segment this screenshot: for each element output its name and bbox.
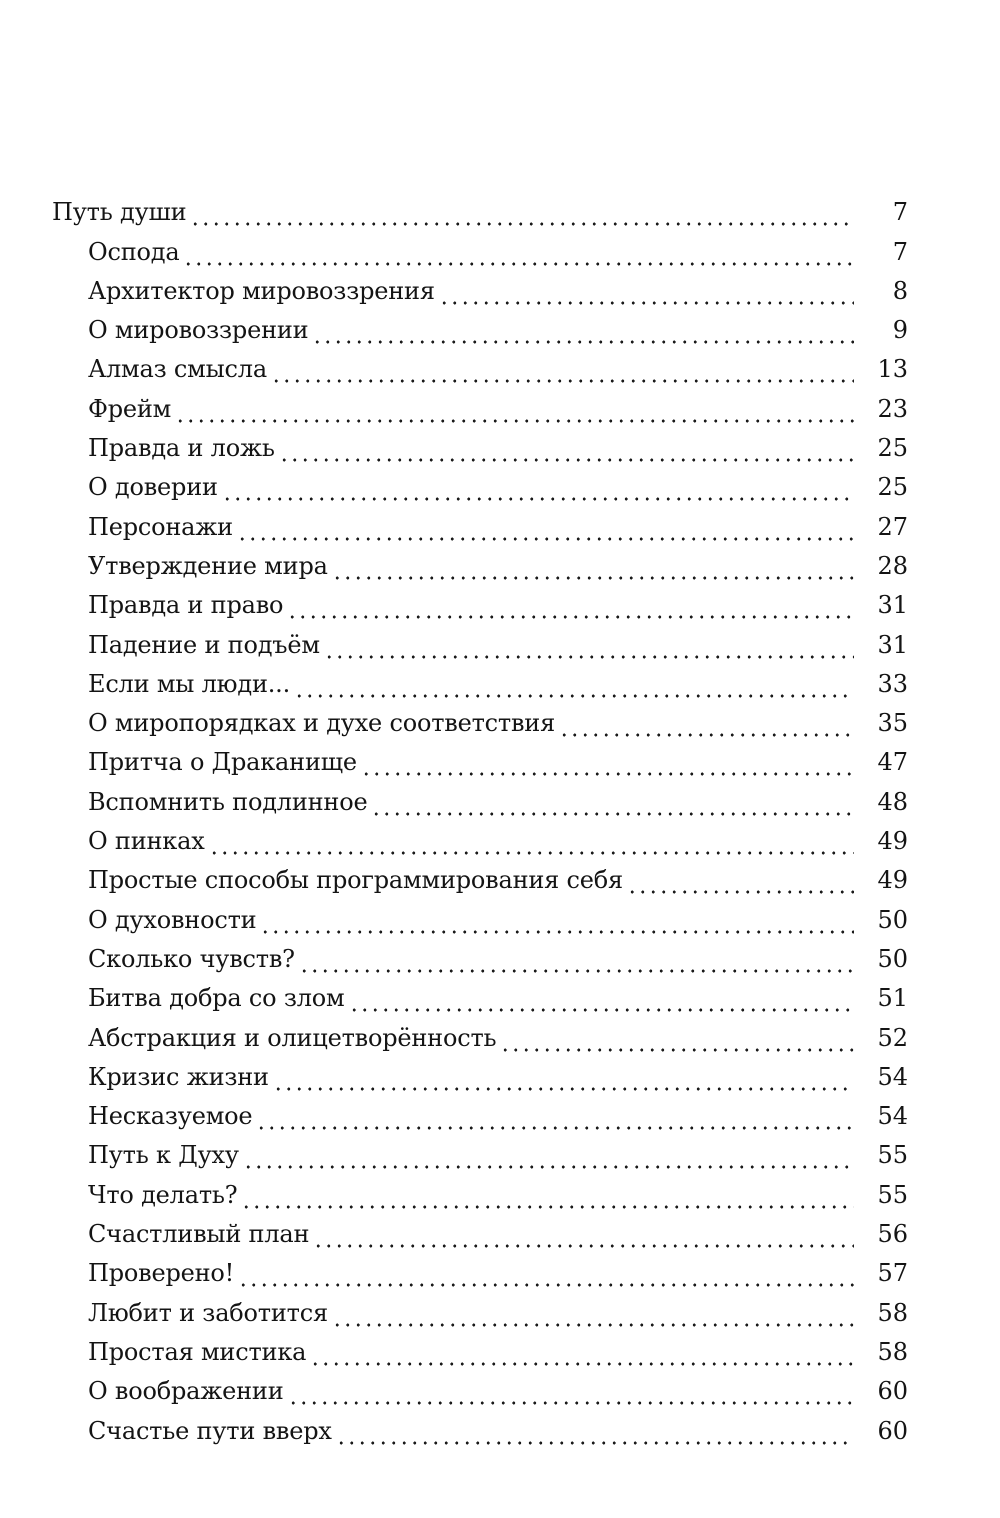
toc-entry-page: 23 <box>877 394 908 423</box>
dot-leader <box>271 354 854 384</box>
toc-entry-row <box>0 1053 1000 1092</box>
toc-chapter-title: Путь души <box>52 198 187 227</box>
dot-leader <box>500 1023 854 1053</box>
toc-entry-page: 55 <box>877 1180 908 1209</box>
dot-leader <box>288 1376 854 1406</box>
dot-leader <box>209 826 854 856</box>
toc-entry-title: О воображении <box>88 1377 284 1406</box>
dot-leader <box>175 394 854 424</box>
toc-entry-page: 27 <box>877 512 908 541</box>
dot-leader <box>332 551 854 581</box>
toc-entry-row <box>0 1170 1000 1209</box>
toc-entry-page: 31 <box>877 591 908 620</box>
toc-entry-row <box>0 1210 1000 1249</box>
dot-leader <box>439 276 854 306</box>
toc-entry-row <box>0 817 1000 856</box>
toc-entry-page: 60 <box>877 1416 908 1445</box>
dot-leader <box>349 983 854 1013</box>
dot-leader <box>371 787 854 817</box>
toc-entry-page: 57 <box>877 1259 908 1288</box>
toc-entry-page: 49 <box>877 866 908 895</box>
toc-entry-row <box>0 777 1000 816</box>
toc-entry-row <box>0 267 1000 306</box>
toc-entry-title: Оспода <box>88 237 180 266</box>
toc-entry-title: Утверждение мира <box>88 551 328 580</box>
toc-entry-title: Битва добра со злом <box>88 984 345 1013</box>
dot-leader <box>238 1258 854 1288</box>
dot-leader <box>222 472 854 502</box>
toc-entry-row <box>0 1249 1000 1288</box>
toc-entry-page: 28 <box>877 551 908 580</box>
toc-entry-page: 33 <box>877 669 908 698</box>
toc-entry-page: 54 <box>877 1062 908 1091</box>
toc-entry-page: 50 <box>877 944 908 973</box>
toc-entry-title: Вспомнить подлинное <box>88 787 368 816</box>
toc-entry-page: 51 <box>877 984 908 1013</box>
toc-entry-title: Фрейм <box>88 394 172 423</box>
dot-leader <box>237 512 854 542</box>
toc-entry-row <box>0 502 1000 541</box>
toc-entry-page: 58 <box>877 1298 908 1327</box>
toc-entry-page: 25 <box>877 473 908 502</box>
toc-entry-title: О пинках <box>88 827 205 856</box>
toc-entry-title: Алмаз смысла <box>88 355 267 384</box>
dot-leader <box>256 1101 854 1131</box>
toc-entry-row <box>0 895 1000 934</box>
toc-entry-title: О доверии <box>88 473 218 502</box>
dot-leader <box>299 944 854 974</box>
toc-entry-title: Простая мистика <box>88 1337 307 1366</box>
dot-leader <box>279 433 854 463</box>
toc-entry-title: Счастливый план <box>88 1220 310 1249</box>
dot-leader <box>243 1140 854 1170</box>
dot-leader <box>260 905 854 935</box>
toc-entry-title: Персонажи <box>88 512 233 541</box>
dot-leader <box>312 315 854 345</box>
toc-entry-page: 7 <box>892 237 908 266</box>
toc-entry-page: 58 <box>877 1337 908 1366</box>
toc-entry-row <box>0 1328 1000 1367</box>
toc-entry-title: О духовности <box>88 905 257 934</box>
toc-entry-page: 49 <box>877 827 908 856</box>
toc-entry-row <box>0 1131 1000 1170</box>
dot-leader <box>287 590 854 620</box>
toc-entry-title: Правда и право <box>88 591 284 620</box>
dot-leader <box>361 747 854 777</box>
toc-entry-title: Притча о Драканище <box>88 748 357 777</box>
dot-leader <box>336 1416 854 1446</box>
toc-entry-title: Простые способы программирования себя <box>88 866 623 895</box>
toc-entry-page: 55 <box>877 1141 908 1170</box>
table-of-contents <box>0 188 1000 1446</box>
toc-entry-title: Любит и заботится <box>88 1298 328 1327</box>
toc-entry-row <box>0 227 1000 266</box>
toc-entry-title: Проверено! <box>88 1259 235 1288</box>
toc-entry-title: Сколько чувств? <box>88 944 295 973</box>
toc-entry-row <box>0 660 1000 699</box>
toc-entry-title: О мировоззрении <box>88 316 309 345</box>
toc-entry-row <box>0 620 1000 659</box>
toc-entry-row <box>0 306 1000 345</box>
toc-entry-page: 31 <box>877 630 908 659</box>
toc-entry-title: Если мы люди... <box>88 669 291 698</box>
toc-entry-row <box>0 463 1000 502</box>
toc-entry-title: Кризис жизни <box>88 1062 269 1091</box>
toc-entry-row <box>0 384 1000 423</box>
toc-entry-row <box>0 424 1000 463</box>
toc-entry-page: 56 <box>877 1220 908 1249</box>
dot-leader <box>190 197 854 227</box>
toc-entry-title: Падение и подъём <box>88 630 320 659</box>
toc-entry-page: 54 <box>877 1102 908 1131</box>
toc-entry-row <box>0 581 1000 620</box>
toc-entry-page: 25 <box>877 434 908 463</box>
dot-leader <box>273 1062 854 1092</box>
toc-chapter-page: 7 <box>892 198 908 227</box>
toc-entry-page: 8 <box>892 276 908 305</box>
toc-entry-page: 50 <box>877 905 908 934</box>
toc-entry-row <box>0 345 1000 384</box>
toc-entry-title: О миропорядках и духе соответствия <box>88 709 556 738</box>
dot-leader <box>332 1298 854 1328</box>
toc-entry-title: Несказуемое <box>88 1102 253 1131</box>
toc-entry-row <box>0 856 1000 895</box>
toc-entries <box>0 227 1000 1445</box>
toc-entry-page: 48 <box>877 787 908 816</box>
toc-entry-row <box>0 1013 1000 1052</box>
toc-entry-page: 52 <box>877 1023 908 1052</box>
toc-entry-title: Счастье пути вверх <box>88 1416 332 1445</box>
toc-entry-page: 13 <box>877 355 908 384</box>
dot-leader <box>294 669 854 699</box>
dot-leader <box>183 237 854 267</box>
toc-entry-page: 47 <box>877 748 908 777</box>
toc-entry-row <box>0 935 1000 974</box>
dot-leader <box>241 1180 854 1210</box>
toc-entry-row <box>0 1288 1000 1327</box>
toc-entry-title: Архитектор мировоззрения <box>88 276 435 305</box>
toc-entry-row <box>0 542 1000 581</box>
dot-leader <box>313 1219 854 1249</box>
toc-entry-row <box>0 1092 1000 1131</box>
toc-entry-page: 60 <box>877 1377 908 1406</box>
dot-leader <box>559 708 854 738</box>
toc-entry-row <box>0 974 1000 1013</box>
dot-leader <box>324 630 854 660</box>
toc-entry-row <box>0 1406 1000 1445</box>
toc-entry-page: 9 <box>892 316 908 345</box>
toc-entry-page: 35 <box>877 709 908 738</box>
toc-entry-title: Правда и ложь <box>88 434 275 463</box>
toc-entry-row <box>0 738 1000 777</box>
toc-chapter-row <box>0 188 1000 227</box>
toc-entry-title: Что делать? <box>88 1180 238 1209</box>
toc-entry-title: Путь к Духу <box>88 1141 239 1170</box>
toc-entry-row <box>0 699 1000 738</box>
toc-entry-title: Абстракция и олицетворённость <box>88 1023 497 1052</box>
dot-leader <box>310 1337 854 1367</box>
toc-entry-row <box>0 1367 1000 1406</box>
dot-leader <box>627 865 854 895</box>
